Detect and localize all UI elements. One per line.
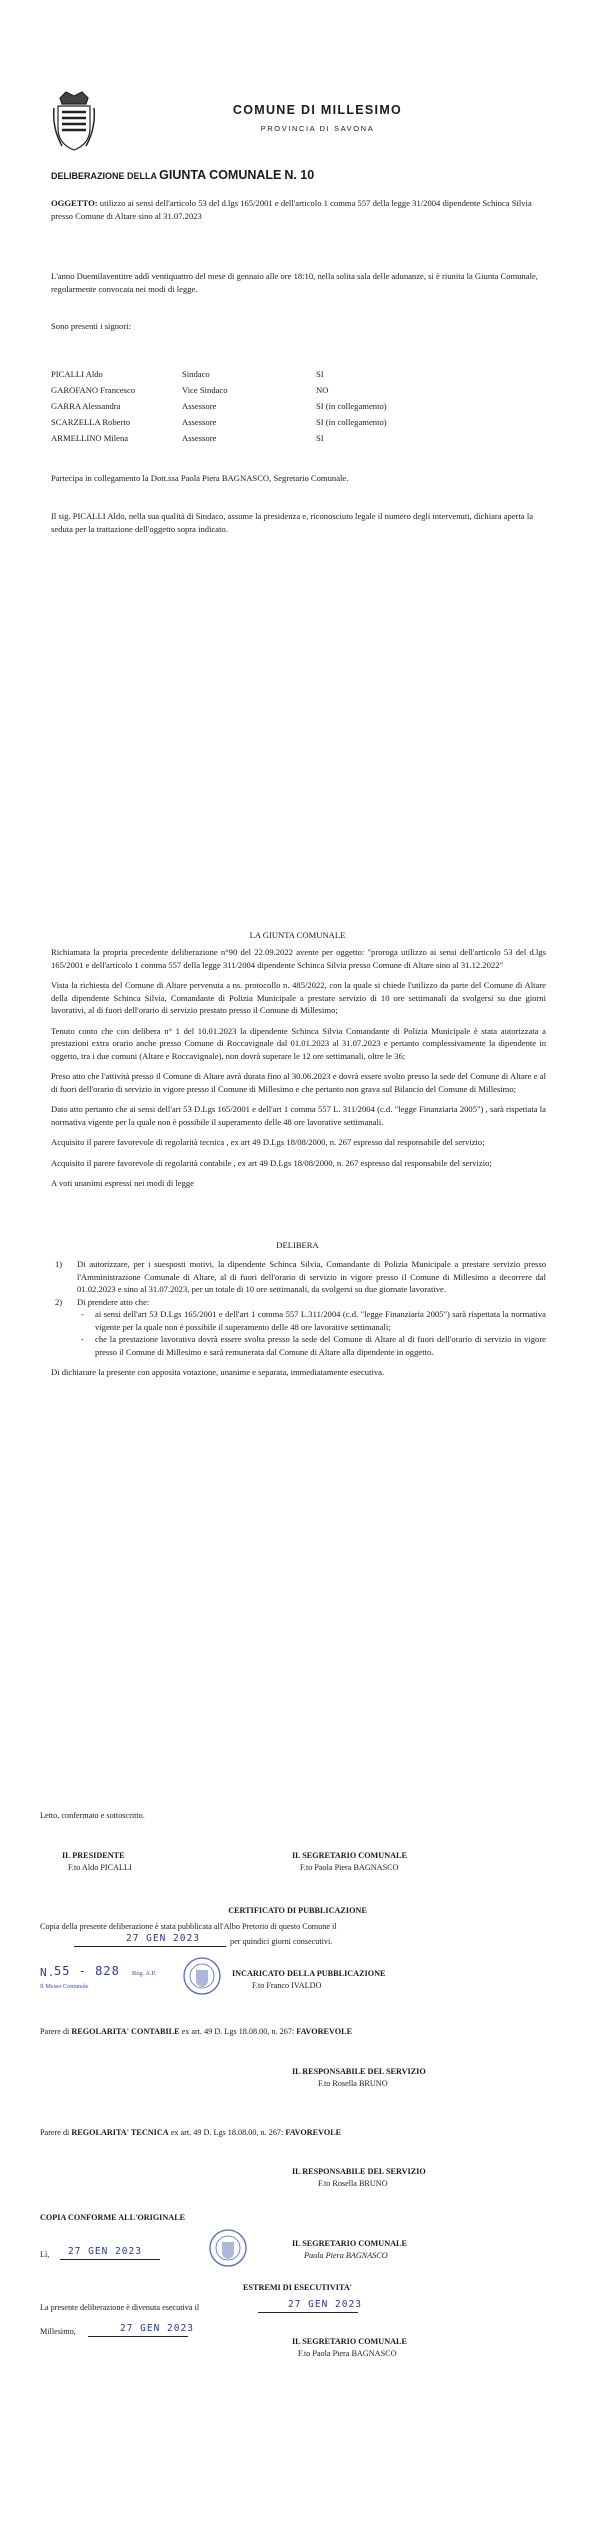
executive-date-stamp: 27 GEN 2023 [288, 2299, 362, 2310]
member-present: NO [316, 385, 329, 395]
member-name: GARRA Alessandra [51, 401, 121, 411]
reg-label: Il Messo Comunale [40, 1983, 89, 1990]
member-role: Sindaco [182, 369, 210, 379]
delibera-heading: DELIBERA [276, 1240, 319, 1250]
member-name: PICALLI Aldo [51, 369, 103, 379]
certificate-text: Copia della presente deliberazione è stata pubblicata all'Albo Pretorio di questo Comune il [40, 1922, 337, 1931]
president-name: F.to Aldo PICALLI [68, 1863, 132, 1872]
underline [60, 2259, 160, 2260]
mayor-note: Il sig. PICALLI Aldo, nella sua qualità di Sindaco, assume la presidenza e, riconosciuto legale il numero degli intervenuti, dichiara aperta la seduta per la trattazione dell'oggetto sopra indicato. [51, 511, 534, 534]
member-role: Vice Sindaco [182, 385, 228, 395]
member-row [51, 400, 546, 416]
page-subtitle: PROVINCIA DI SAVONA [260, 124, 375, 133]
parere-kind: REGOLARITA' TECNICA [71, 2128, 169, 2137]
reg-suffix: Reg. A.P. [132, 1970, 157, 1977]
parere-prefix: Parere di [40, 2128, 72, 2137]
executive-secretary-title: IL SEGRETARIO COMUNALE [292, 2337, 407, 2346]
underline [258, 2312, 358, 2313]
copy-secretary-signature: Paola Piera BAGNASCO [304, 2251, 388, 2260]
member-present: SI (in collegamento) [316, 417, 387, 427]
copy-date-stamp: 27 GEN 2023 [68, 2246, 142, 2257]
member-row [51, 432, 546, 448]
parere-tecnica-resp-name: F.to Rosella BRUNO [318, 2179, 388, 2188]
parere-result: FAVOREVOLE [296, 2027, 353, 2036]
premise-paragraph: Acquisito il parere favorevole di regolarità tecnica , ex art 49 D.Lgs 18/08/2000, n. 267 espresso dal responsabile del servizio; [51, 1137, 485, 1147]
oggetto-text: utilizzo ai sensi dell'articolo 53 del d.lgs 165/2001 e dell'articolo 1 comma 557 della legge 31/2004 dipendente Schinca Silvia presso Comune di Altare sino al 31.07.2023 [51, 198, 532, 221]
premise-paragraph: Tenuto conto che con delibera n° 1 del 10.01.2023 la dipendente Schinca Silvia Comandante di Polizia Municipale è stata autorizzata a prestazioni extra orario anche presso Comune di Roccavignale dal 01.01.2023 al 31.07.2023 e pertanto complessivamente la dipendente in oggetto, tra i due comuni (Altare e Roccavignale), non dovrà superare le 12 ore settimanali, oltre le 36; [51, 1025, 546, 1061]
official-seal-icon [182, 1956, 222, 1996]
oggetto [51, 197, 546, 222]
secretary-note: Partecipa in collegamento la Dott.ssa Paola Piera BAGNASCO, Segretario Comunale. [51, 473, 349, 483]
parere-contabile-resp-name: F.to Rosella BRUNO [318, 2079, 388, 2088]
closing-secretary-title: IL SEGRETARIO COMUNALE [292, 1851, 407, 1860]
members-list [51, 368, 546, 448]
executive-heading: ESTREMI DI ESECUTIVITA' [242, 2283, 353, 2292]
registration-box [40, 1962, 190, 1992]
delibera-subitem-text: che la prestazione lavorativa dovrà essere svolta presso la sede del Comune di Altare al di fuori dell'orario di servizio in vigore presso il Comune di Millesimo e sarà remunerata dal Comune di Altare alla dipendente in oggetto. [95, 1334, 546, 1357]
parere-suffix: ex art. 49 D. Lgs 18.08.00, n. 267: [168, 2128, 286, 2137]
publication-officer-name: F.to Franco IVALDO [252, 1981, 322, 1990]
premises-block [51, 946, 546, 1190]
deliberation-heading [51, 168, 314, 182]
underline [88, 2336, 188, 2337]
copy-secretary-title: IL SEGRETARIO COMUNALE [292, 2239, 407, 2248]
oggetto-label: OGGETTO: [51, 198, 98, 208]
reg-prefix: N. [40, 1966, 56, 1979]
publication-officer-title: INCARICATO DELLA PUBBLICAZIONE [232, 1969, 386, 1978]
member-row [51, 384, 546, 400]
member-row [51, 368, 546, 384]
coat-of-arms [52, 88, 96, 154]
member-name: GAROFANO Francesco [51, 385, 136, 395]
executive-text: La presente deliberazione è divenuta esecutiva il [40, 2303, 200, 2312]
president-title: IL PRESIDENTE [62, 1851, 125, 1860]
official-seal-icon [208, 2228, 248, 2268]
page-title: COMUNE DI MILLESIMO [232, 103, 403, 117]
executive-place-date-stamp: 27 GEN 2023 [120, 2323, 194, 2334]
delibera-subitem: - ai sensi dell'art 53 D.Lgs 165/2001 e dell'art 1 comma 557 L.311/2004 (c.d. "legge Finanziaria 2005") sarà rispettata la normativa vigente per la quale non è possibile il superamento delle 48 ore lavorative settimanali; [81, 1309, 546, 1332]
parere-contabile [40, 2026, 560, 2038]
delibera-item-text: Di autorizzare, per i suesposti motivi, la dipendente Schinca Silvia, Comandante di Polizia Municipale a prestare servizio presso l'Amministrazione Comunale di Altare, al di fuori dell'orario di servizio in vigore presso il Comune di Millesimo a decorrere dal 01.02.2023 e sino al 31.07.2023, per un totale di 10 ore settimanali, da svolgersi su due giornate lavorative. [77, 1259, 546, 1294]
member-role: Assessore [182, 417, 217, 427]
member-present: SI [316, 433, 324, 443]
parere-suffix: ex art. 49 D. Lgs 18.08.00, n. 267: [179, 2027, 297, 2036]
giunta-heading: LA GIUNTA COMUNALE [249, 930, 346, 940]
member-present: SI (in collegamento) [316, 401, 387, 411]
publication-date-stamp: 27 GEN 2023 [126, 1933, 200, 1944]
premise-paragraph: Dato atto pertanto che ai sensi dell'art 53 D.Lgs 165/2001 e dell'art 1 comma 557 L. 311/2004 (c.d. "legge Finanziaria 2005") , sarà rispettata la normativa vigente per la quale non è possibile il superamento delle 48 ore lavorative settimanali. [51, 1104, 546, 1127]
delibera-list [51, 1258, 546, 1379]
parere-tecnica [40, 2127, 560, 2139]
deliberation-prefix: DELIBERAZIONE DELLA [51, 171, 160, 181]
member-name: SCARZELLA Roberto [51, 417, 131, 427]
premise-paragraph: Richiamata la propria precedente deliberazione n°90 del 22.09.2022 avente per oggetto: "proroga utilizzo ai sensi dell'articolo 53 del d.lgs 165/2001 e dell'articolo 1 comma 557 della legge 311/2004 dipendente Schinca Silvia presso Comune di Altare sino al 31.12.2022" [51, 947, 546, 970]
executive-secretary-name: F.to Paola Piera BAGNASCO [298, 2349, 397, 2358]
parere-prefix: Parere di [40, 2027, 72, 2036]
parere-result: FAVOREVOLE [285, 2128, 342, 2137]
deliberation-name: GIUNTA COMUNALE [159, 168, 282, 182]
premise-paragraph: A voti unanimi espressi nei modi di legge [51, 1178, 194, 1188]
closing-secretary-name: F.to Paola Piera BAGNASCO [300, 1863, 399, 1872]
underline [74, 1946, 226, 1947]
immediate-execution: Di dichiarare la presente con apposita votazione, unanime e separata, immediatamente esecutiva. [51, 1367, 385, 1377]
executive-place: Millesimo, [40, 2327, 76, 2336]
copy-place: Lì, [40, 2250, 50, 2259]
delibera-item-text: Di prendere atto che: [77, 1296, 150, 1307]
member-present: SI [316, 369, 324, 379]
premise-paragraph: Acquisito il parere favorevole di regolarità contabile , ex art 49 D.Lgs 18/08/2000, n. 267 espresso dal responsabile del servizio; [51, 1157, 492, 1168]
delibera-item: 2) Di prendere atto che: [55, 1296, 150, 1307]
member-row [51, 416, 546, 432]
intro-paragraph: L'anno Duemilaventitre addì ventiquattro del mese di gennaio alle ore 18:10, nella solita sala delle adunanze, si è riunita la Giunta Comunale, regolarmente convocata nei modi di legge. [51, 271, 538, 294]
delibera-item: 1) Di autorizzare, per i suesposti motivi, la dipendente Schinca Silvia, Comandante di Polizia Municipale a prestare servizio presso l'Amministrazione Comunale di Altare, al di fuori dell'orario di servizio in vigore presso il Comune di Millesimo a decorrere dal 01.02.2023 e sino al 31.07.2023, per un totale di 10 ore settimanali, da svolgersi su due giornate lavorative. [55, 1259, 546, 1294]
parere-kind: REGOLARITA' CONTABILE [71, 2027, 180, 2036]
member-role: Assessore [182, 433, 217, 443]
delibera-subitem: - che la prestazione lavorativa dovrà essere svolta presso la sede del Comune di Altare al di fuori dell'orario di servizio in vigore presso il Comune di Millesimo e sarà remunerata dal Comune di Altare alla dipendente in oggetto. [81, 1334, 546, 1357]
deliberation-number: N. 10 [284, 168, 315, 182]
delibera-subitem-text: ai sensi dell'art 53 D.Lgs 165/2001 e dell'art 1 comma 557 L.311/2004 (c.d. "legge Finanziaria 2005") sarà rispettata la normativa vigente per la quale non è possibile il superamento delle 48 ore lavorative settimanali; [95, 1309, 546, 1332]
certificate-heading: CERTIFICATO DI PUBBLICAZIONE [228, 1906, 367, 1915]
premise-paragraph: Vista la richiesta del Comune di Altare pervenuta a ns. protocollo n. 485/2022, con la quale si chiede l'utilizzo da parte del Comune di Altare della dipendente Schinca Silvia, Comandante di Polizia Municipale a prestare servizio di 10 ore settimanali da svolgersi su due giorni lavorativi, al di fuori dell'orario di servizio prestato presso il Comune di Millesimo; [51, 980, 546, 1015]
certificate-period: per quindici giorni consecutivi. [230, 1937, 333, 1946]
read-confirmed: Letto, confermato e sottoscritto. [40, 1811, 145, 1820]
reg-number: 55 - 828 [54, 1964, 120, 1978]
copy-heading: COPIA CONFORME ALL'ORIGINALE [40, 2213, 186, 2222]
premise-paragraph: Preso atto che l'attività presso il Comune di Altare avrà durata fino al 30.06.2023 e dovrà essere svolto presso la sede del Comune di Altare e al di fuori dell'orario di servizio in vigore presso il Comune di Millesimo e che pertanto non grava sul Bilancio del Comune di Millesimo; [51, 1071, 546, 1094]
parere-tecnica-resp-title: IL RESPONSABILE DEL SERVIZIO [292, 2167, 426, 2176]
parere-contabile-resp-title: IL RESPONSABILE DEL SERVIZIO [292, 2067, 426, 2076]
present-label: Sono presenti i signori: [51, 321, 131, 331]
member-role: Assessore [182, 401, 217, 411]
member-name: ARMELLINO Milena [51, 433, 129, 443]
